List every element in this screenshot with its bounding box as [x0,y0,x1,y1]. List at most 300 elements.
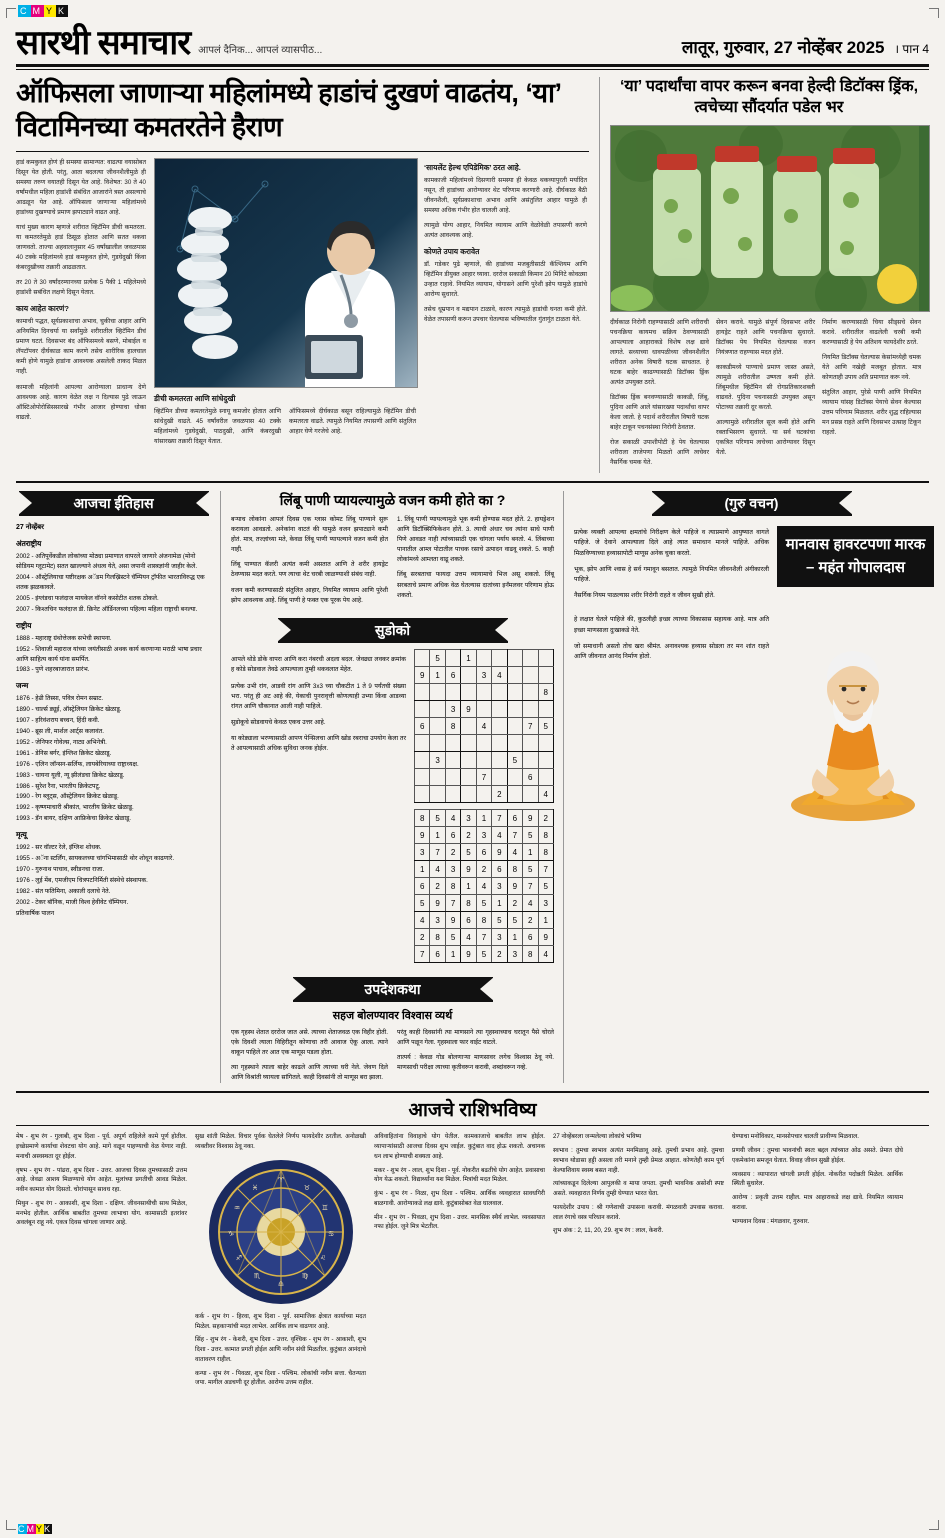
sudoku-cell[interactable] [492,718,507,735]
sudoku-cell[interactable] [461,752,476,769]
paragraph: निर्माण करण्यासाठी चिया सीड्सचे सेवन करावे. शरीरातील वाढलेली चरबी कमी करण्यासाठी हे पेय अतिशय फायदेशीर ठरते. [822,318,921,346]
sudoku-cell: 5 [523,827,538,844]
paragraph: रोज सकाळी उपाशीपोटी हे पेय घेतल्यास शरीराला ताजेपणा मिळतो आणि त्वचेवर नैसर्गिक चमक येते. [610,439,709,467]
sudoku-cell[interactable] [476,684,491,701]
svg-text:♈: ♈ [277,1175,284,1184]
lead-headline: ऑफिसला जाणाऱ्या महिलांमध्ये हाडांचं दुखणं वाढतंय, ‘या’ विटामिनच्या कमतरतेने हैराण [16,78,561,142]
section-rule [16,481,929,483]
sudoku-cell: 6 [476,844,491,861]
sudoku-cell: 6 [430,946,445,963]
sudoku-cell[interactable]: 6 [445,667,460,684]
svg-text:♓: ♓ [251,1183,258,1192]
divider [16,151,589,152]
sudoku-cell[interactable] [538,735,554,752]
crop-mark-top-right [929,8,939,18]
sudoku-cell[interactable]: 7 [476,769,491,786]
sudoku-cell: 5 [538,878,554,895]
sudoku-cell[interactable] [476,735,491,752]
sudoku-cell[interactable] [415,735,430,752]
history-item: 2002 - टेकर बॉनिक, माजी विश्व हेवीवेट चॅम्पियन. [16,898,129,906]
crop-mark-bottom-left [6,1520,16,1530]
sudoku-cell[interactable] [523,752,538,769]
sudoku-cell: 1 [523,844,538,861]
sudoku-cell[interactable]: 7 [523,718,538,735]
sudoku-cell: 3 [445,861,460,878]
sudoku-cell[interactable] [538,769,554,786]
sudoku-cell: 2 [415,929,430,946]
paragraph: तात्पर्य : केवळ गोड बोलणाऱ्या माणसावर लगेच विश्वास ठेवू नये. माणसाची परीक्षा त्याच्या कृतीवरून करावी, शब्दांवरून नव्हे. [397,1054,554,1072]
lemon-and-sudoku-column [231,491,564,1083]
paragraph: त्यांच्याकडून दिलेल्या आपुलकी व माया जपता. तुमची भावनिक असोशी स्पष्ट असते. व्यवहारात निर्णय तुम्ही घेण्यात भारत घेता. [553,1180,724,1198]
sudoku-cell[interactable] [523,667,538,684]
sudoku-cell: 2 [476,861,491,878]
svg-text:♊: ♊ [321,1203,328,1212]
birthday-forecast-title: 27 नोव्हेंबरला जन्मलेल्या लोकांचे भविष्य [553,1133,642,1141]
upadesh-body [231,1028,554,1083]
sudoku-cell[interactable]: 3 [445,701,460,718]
sudoku-cell: 5 [492,912,507,929]
sudoku-cell[interactable]: 5 [430,650,445,667]
sudoku-cell: 5 [476,895,491,912]
sudoku-cell: 8 [445,878,460,895]
history-item: 2005 - इंग्लंडचा फलंदाज मायकेल वॉनने कसोटीत शतक ठोकले. [16,594,159,602]
paragraph: हे लक्षात घेतले पाहिजे की, कुठलीही इच्छा त्याच्या विकासास सहायक आहे. मात्र अति इच्छा माणसाला दुःखाकडे नेते. [574,616,769,634]
middle-section [16,491,929,1083]
sudoku-cell: 1 [430,827,445,844]
sudoku-cell: 3 [461,810,476,827]
lead-subhead-3: ‘सायलेंट हेल्थ एपिडेमिक’ ठरत आहे. [424,162,521,172]
sudoku-cell: 1 [492,895,507,912]
paragraph: कुंभ - शुभ रंग - निळा, शुभ दिशा - पश्चिम. आर्थिक व्यवहारात सावधगिरी बाळगावी. आरोग्याकडे लक्ष द्यावे. कुटुंबासोबत वेळ घालवाल. [374,1190,545,1207]
sudoku-cell[interactable] [445,650,460,667]
sudoku-puzzle-grid[interactable] [414,649,554,803]
paragraph: प्रत्येक उभी रांग, आडवी रांग आणि 3x3 च्या चौकटीत 1 ते 9 पर्यंतची संख्या भरा. परंतु ही अट आहे की, येकाची पुनरावृत्ती कोणत्याही उभ्या किंवा आडव्या रांगत आणि चौकानात आली नाही पाहिजे. [231,682,406,710]
sudoku-cell: 8 [538,827,554,844]
sudoku-cell: 1 [476,810,491,827]
sudoku-cell: 8 [430,929,445,946]
paper-title: सारथी समाचार [16,24,191,62]
sudoku-cell[interactable]: 3 [430,752,445,769]
lead-subhead-1: काय आहेत कारणं? [16,304,69,314]
paragraph: अविवाहितांना विवाहाचे योग येतील. कामकाजाचे बाबतीत लाभ होईल. व्यापाऱ्यांसाठी आजचा दिवस शुभ जाईल. कुटुंबात वाद होऊ शकतो. अचानक धन लाभ होण्याची शक्यता आहे. [374,1133,545,1160]
sudoku-cell: 8 [507,861,522,878]
paragraph: कर्क - शुभ रंग - हिरवा, शुभ दिशा - पूर्व. सामाजिक क्षेत्रात कार्याच्या मदत मिळेल. सहकाऱ्यांची मदत लाभेल. आर्थिक लाभ वाढणार आहे. [195,1312,366,1330]
history-item: 1983 - पुणे शहरबाजारात प्रारंभ. [16,666,90,674]
sudoku-cell: 2 [507,895,522,912]
history-item: 1970 - गुरुनाथ पाचाव, स्वीडनचा राजा. [16,865,105,873]
sudoku-cell[interactable]: 4 [492,667,507,684]
sudoku-cell[interactable] [445,684,460,701]
sudoku-cell[interactable] [523,684,538,701]
side-story [599,77,928,473]
sudoku-cell[interactable]: 6 [415,718,430,735]
paragraph: प्रणयी जीवन : तुमचा भावनांची स्वतः बद्दल त्यांच्यात ओढ असते. प्रेमात दोघे एकमेकांना समजून घेतात. विवाह जीवन सुखी होईल. [732,1147,903,1164]
sudoku-cell[interactable] [507,684,522,701]
history-item: 1907 - हरिवंशराय बच्चन, हिंदी कवी. [16,717,100,725]
paragraph: काकडीमध्ये पाण्याचे प्रमाण जास्त असते, त्यामुळे शरीरातील उष्णता कमी होते. लिंबूमधील व्हिटॅमिन सी रोगप्रतिकारशक्ती वाढवते. पुदिना पचनासाठी उपयुक्त असून पोटाच्या तक्रारी दूर करतो. [716,363,815,411]
sudoku-cell: 7 [476,929,491,946]
history-item: 1993 - डॅन बायर, दक्षिण आफ्रिकेचा क्रिकेट खेळाडू. [16,815,131,823]
paragraph: व्यवसाय : व्यापारात चांगली प्रगती होईल. नोकरीत पदोन्नती मिळेल. आर्थिक स्थिती सुधारेल. [732,1170,903,1188]
sudoku-cell[interactable]: 5 [538,718,554,735]
svg-text:♉: ♉ [303,1183,310,1192]
sudoku-cell: 7 [538,861,554,878]
sudoku-cell: 3 [415,844,430,861]
sudoku-cell: 7 [507,827,522,844]
sudoku-cell[interactable] [538,650,554,667]
paragraph: घेण्याचा मनोविकार, मानसोपचार चालती प्रावीण्य मिळवाल. [732,1133,859,1141]
sudoku-cell[interactable] [507,701,522,718]
sudoku-cell: 2 [430,878,445,895]
sudoku-cell: 5 [507,912,522,929]
history-item: 1986 - सुरेश रैना, भारतीय क्रिकेटपटू. [16,782,101,790]
sudoku-cell[interactable] [523,650,538,667]
history-item: 1955 - अॅना स्टर्लिंग, सायकलच्या चांगभिमासाठी थोर शोधून काढणारे. [16,855,175,863]
sudoku-cell: 5 [476,946,491,963]
sudoku-cell: 8 [538,844,554,861]
sudoku-cell: 6 [492,861,507,878]
paragraph: ऑफिसमध्ये दीर्घकाळ बसून राहिल्यामुळे व्हिटॅमिन डीची कमतरता वाढते. त्यामुळे नियमित तपासणी आणि संतुलित आहार घेणे गरजेचे आहे. [289,407,416,435]
paragraph: याचं मुख्य कारण म्हणजे शरीरात व्हिटॅमिन डीची कमतरता. या कमतरतेमुळे हाडं ठिसूळ होतात आणि सतत थकवा जाणवतो. ताज्या अहवालानुसार 45 वर्षांखालील जवळपास 40 टक्के महिलांमध्ये हाडं कमकुवत होणे, गुडघेदुखी किंवा कंबरदुखीच्या तक्रारी आढळतात. [16,223,146,271]
sudoku-cell: 5 [430,810,445,827]
history-item: 1888 - महाराष्ट्र ग्रंथोत्तेजक सभेची स्थापना. [16,634,112,642]
paragraph: वृषभ - शुभ रंग - पांढरा, शुभ दिशा - उत्तर. आजचा दिवस तुमच्यासाठी उत्तम आहे. जेवढा आशय मिळण्याचे योग आहेत. मुलांच्या प्रगतीची आवड मिळेल. नवीन कामात योग दिसतो. चोरांपासून सावध रहा. [16,1166,187,1194]
crop-mark-bottom-right [929,1520,939,1530]
lead-subhead-2: डीची कमतरता आणि सांधेदुखी [154,393,236,403]
horoscope-title: आजचे राशिभविष्य [408,1100,537,1122]
sudoku-cell[interactable]: 4 [476,718,491,735]
sudoku-cell: 5 [461,844,476,861]
sudoku-cell: 6 [415,878,430,895]
paragraph: लिंबू पाण्यात कॅलरी अत्यंत कमी असतात आणि ते शरीर हायड्रेट ठेवण्यास मदत करते. पण त्याचा थेट चरबी जाळण्याशी संबंध नाही. [231,561,388,579]
sudoku-cell[interactable] [445,769,460,786]
lead-subhead-4: कोणते उपाय करावेत [424,246,480,256]
sudoku-cell[interactable]: 8 [445,718,460,735]
sudoku-cell[interactable] [415,752,430,769]
sudoku-cell: 2 [445,844,460,861]
zodiac-wheel-icon [207,1158,355,1306]
sudoku-cell[interactable] [476,786,491,803]
sudoku-cell[interactable] [461,667,476,684]
lead-photo [154,158,418,388]
paragraph: फायदेशीर उपाय : श्री गणेशाची उपासना करावी. मंगळवारी उपवास करावा. लाल रंगाचे वस्त्र परिधान करावे. [553,1203,724,1221]
sudoku-cell[interactable] [430,701,445,718]
sudoku-cell: 3 [492,929,507,946]
sudoku-cell[interactable] [492,769,507,786]
sudoku-cell: 6 [461,912,476,929]
sudoku-cell[interactable] [538,752,554,769]
lead-story [16,77,589,473]
paragraph: त्या गृहस्थाने त्याला बाहेर काढले आणि त्याच्या घरी नेले. जेवण दिले आणि विश्रांती घ्यायला सांगितले. काही दिवसांनी तो माणूस बरा झाला. [231,1064,388,1082]
history-banner: आजचा ईतिहास [19,491,209,516]
horoscope-columns [16,1132,929,1392]
sudoku-cell: 1 [538,912,554,929]
sudoku-cell: 9 [538,929,554,946]
sudoku-cell: 9 [415,827,430,844]
paragraph: डिटॉक्स ड्रिंक बनवण्यासाठी काकडी, लिंबू, पुदिना आणि आले यांसारख्या पदार्थांचा वापर केला जातो. हे पदार्थ शरीरातील विषारी घटक बाहेर टाकून पचनसंस्था निरोगी ठेवतात. [610,393,709,432]
cmyk-bar-top: C M Y K [20,6,67,16]
lemon-title: लिंबू पाणी प्यायल्यामुळे वजन कमी होते का ? [279,492,506,509]
sudoku-cell[interactable]: 3 [476,667,491,684]
paragraph: आपले थोडे डोके वापरा आणि करा नंबरची अदला बदल. जेवढ्या लवकर क्रमांक ह कोडे सोडवाल तेवढे आपल्याला तुम्ही थकवलात मेहेत. [231,656,406,674]
sudoku-cell[interactable] [430,735,445,752]
sudoku-cell[interactable] [445,735,460,752]
history-item: 1952 - शिवाजी महाराज यांच्या जयंतीसाठी अथक कार्य करणाऱ्या मराठी भाषा प्रचार आणि साहित्य कार्य यांना समर्पित. [16,645,202,663]
masthead [16,26,929,67]
paragraph: परंतु काही दिवसांनी त्या माणसाने त्या गृहस्थाच्याच घरातून पैसे चोरले आणि पळून गेला. गृहस्थाला फार वाईट वाटले. [397,1029,554,1047]
sudoku-cell[interactable] [492,701,507,718]
paragraph: जो समाधानी असतो तोच खरा श्रीमंत. अनावश्यक हव्यास सोडला तर मन शांत राहते आणि जीवनात आनंद निर्माण होतो. [574,642,769,660]
masthead-rule [16,69,929,70]
lucky-numbers: शुभ अंक : 2, 11, 20, 29. शुभ रंग : लाल, केशरी. [553,1227,664,1235]
sudoku-cell[interactable] [461,769,476,786]
sudoku-cell: 9 [461,946,476,963]
paragraph: डॉ. गडेकर पुढे म्हणाले, की हाडांच्या मजबुतीसाठी कॅल्शियम आणि व्हिटॅमिन डीयुक्त आहार घ्यावा. दररोज सकाळी किमान 20 मिनिटे कोवळ्या उन्हात राहावे. नियमित व्यायाम, योगासने आणि पुरेशी झोप यामुळे हाडांचे आरोग्य सुधारते. [424,261,587,299]
sudoku-cell: 4 [445,810,460,827]
sudoku-cell: 3 [476,827,491,844]
sudoku-cell[interactable]: 9 [461,701,476,718]
paragraph: मिथुन - शुभ रंग - आकाशी, शुभ दिशा - दक्षिण. जीवनसाथीची साथ मिळेल, मनभेद होतील. आर्थिक बाबतीत तुमच्या लाभाचा योग. कामासाठी इतरांवर अवलंबून राहू नये. एकत्र दिवस चांगला जाणार आहे. [16,1199,187,1227]
sudoku-cell[interactable] [445,786,460,803]
upadesh-banner: उपदेशकथा [293,977,493,1002]
history-group-births: जन्म [16,681,29,691]
horoscope-column-1 [16,1132,187,1392]
sudoku-cell: 7 [492,810,507,827]
sudoku-cell[interactable] [445,752,460,769]
sudoku-cell[interactable] [415,684,430,701]
paragraph: या कोड्याला भरण्यासाठी आपण पेन्सिलचा आणि खोड रबराचा उपयोग केला तर ते आपल्यासाठी अधिक सुविधा जनक होईल. [231,735,406,753]
svg-text:♑: ♑ [227,1229,234,1238]
sudoku-cell: 4 [538,946,554,963]
history-item: 1940 - ब्रूस ली, मार्शल आर्ट्स कलावंत. [16,727,104,735]
sudoku-cell[interactable] [507,786,522,803]
paragraph: कामाजी महिलांनी आपल्या आरोग्याला प्राधान्य देणे आवश्यक आहे. कारण वेळेत लक्ष न दिल्यास पुढे जाऊन ऑस्टिओपोरोसिससारखे गंभीर आजार होण्याचा धोका वाढतो. [16,383,146,421]
paragraph: लिंबू सरबताचा फायदा उत्तम व्यायामाचे भिज असू शकतो. लिंबू सरबताचे प्रमाण अधिक वेळ घेतल्यास दातांच्या इनॅमलवर परिणाम होऊ शकतो. [397,571,554,599]
sudoku-cell[interactable] [523,735,538,752]
history-item: 1890 - चार्ल्स ड्यूई, ऑस्ट्रेलियन क्रिकेट खेळाडू. [16,706,122,714]
sudoku-cell: 9 [507,878,522,895]
sudoku-cell[interactable] [507,650,522,667]
sudoku-cell[interactable] [523,701,538,718]
sudoku-cell: 2 [523,912,538,929]
sudoku-cell[interactable]: 8 [538,684,554,701]
sudoku-cell: 4 [507,844,522,861]
side-photo [610,125,930,312]
sudoku-cell[interactable] [538,701,554,718]
paragraph: तर 20 ते 30 वर्षांदरम्यानच्या प्रत्येक 5 पैकी 1 महिलेमध्ये हाडांशी सबंधित लक्षणे दिसून येतात. [16,279,146,297]
page-number: । पान 4 [894,42,929,56]
svg-text:♒: ♒ [233,1203,240,1212]
history-item: 1976 - एलिन जॉन्सन-सर्लिफ, लायबेरियाच्या राष्ट्राध्यक्ष. [16,760,139,768]
paragraph: मीन - शुभ रंग - पिवळा, शुभ दिशा - उत्तर. मानसिक स्थैर्य लाभेल. व्यवसायात नफा होईल. जुने मित्र भेटतील. [374,1213,545,1231]
sudoku-cell[interactable]: 5 [507,752,522,769]
sudoku-cell[interactable] [415,650,430,667]
paragraph: त्यामुळे योग्य आहार, नियमित व्यायाम आणि वेळोवेळी तपासणी करणे अत्यंत आवश्यक आहे. [424,221,587,239]
history-item: 1976 - लुई मेंब, एमजीएम चित्रपटनिर्मिती संस्थेचे संस्थापक. [16,876,148,884]
sudoku-banner: सुडोको [278,618,508,643]
paper-tagline: आपलं दैनिक... आपलं व्यासपीठ... [198,45,323,56]
sudoku-cell: 9 [492,844,507,861]
sudoku-cell: 6 [523,929,538,946]
sudoku-cell[interactable] [430,769,445,786]
sudoku-cell[interactable] [492,684,507,701]
sudoku-cell[interactable] [461,735,476,752]
sudoku-cell: 4 [430,861,445,878]
sudoku-cell: 4 [492,827,507,844]
sudoku-cell: 1 [461,878,476,895]
paragraph: हाडं कमकुवत होणं ही समस्या सामान्यत: वाढत्या वयासोबत दिसून येत होती. परंतु, आता बदलत्या जीवनशैलीमुळे ही समस्या तरुण वयातही दिसून येत आहे. विशेषत: 30 ते 40 वर्षांमधील महिला हाडांशी संबंधित आजारांने त्रस्त असल्याचे आढळून येत आहे. ऑफिसला जाणाऱ्या महिलांमध्ये हाडांच्या दुखण्याचे प्रमाण झपाट्याने वाढत आहे. [16,158,146,216]
svg-text:♌: ♌ [319,1253,326,1262]
side-column-3 [822,318,921,474]
sudoku-cell: 2 [492,946,507,963]
sudoku-cell[interactable]: 9 [415,667,430,684]
sudoku-cell[interactable] [492,735,507,752]
sudoku-cell[interactable]: 1 [430,667,445,684]
side-column-1 [610,318,709,474]
paragraph: मकर - शुभ रंग - लाल, शुभ दिशा - पूर्व. नोकरीत बढतीचे योग आहेत. प्रवासाचा योग येऊ शकतो. विद्यार्थ्यांना यश मिळेल. मित्रांची मदत मिळेल. [374,1166,545,1184]
paragraph: 1. लिंबू पाणी प्यायल्यामुळे भूक कमी होण्यास मदत होते. 2. हायड्रेशन आणि डिटॉक्सिफिकेशन होते. 3. त्याची अंधार चव त्यांना साधे पाणी पिणे आवडत नाही त्यांच्यासाठी एक चांगला पर्याय बनतो. 4. लिंबाच्या पानातील आम्ल पोटातील पाचक रसाचे उत्पादन वाढवू शकते. 5. काही लोकांमध्ये आम्लता वाढू शकते. [397,516,554,564]
sudoku-cell: 7 [523,878,538,895]
sudoku-cell[interactable] [492,650,507,667]
paragraph: कन्या - शुभ रंग - पिवळा, शुभ दिशा - पश्चिम. लोकांची नवीन सत्ता. चैतन्यता जपा. मागील अडचणी दूर होतील. आरोग्य उत्तम राहील. [195,1369,366,1387]
svg-text:♏: ♏ [253,1271,260,1280]
paragraph: एक गृहस्थ शेतात दररोज जात असे. त्याच्या शेताजवळ एक विहीर होती. एके दिवशी त्याला विहिरीतून कोणाचा तरी आवाज ऐकू आला. त्याने वाकून पाहिले तर आत एक माणूस पडला होता. [231,1029,388,1057]
cmyk-bar-bottom: CMYK [18,1524,53,1534]
svg-text:♋: ♋ [327,1229,334,1238]
paragraph: भूक, झोप आणि श्वास हे सर्व गमावून बसतात. त्यामुळे नियमित जीवनशैली अंगीकारली पाहिजे. [574,565,769,583]
sudoku-cell[interactable] [538,667,554,684]
paragraph: बऱ्याच लोकांना आपलं दिवस एक ग्लास कोमट लिंबू पाण्याने सुरू करायला आवडतो. अनेकांना वाटतं की यामुळे वजन झपाट्याने कमी होतं. मात्र, तज्ज्ञांच्या मते, केवळ लिंबू पाणी प्यायल्याने वजन कमी होत नाही. [231,516,388,554]
sudoku-cell: 3 [538,895,554,912]
side-headline: ‘या’ पदार्थांचा वापर करून बनवा हेल्दी डिटॉक्स ड्रिंक, त्वचेच्या सौंदर्यात पडेल भर [619,78,919,116]
paragraph: नियमित डिटॉक्स घेतल्यास केसांमध्येही चमक येते आणि नखेही मजबूत होतात. मात्र कोणताही उपाय अति प्रमाणात करू नये. [822,353,921,381]
guru-text-right [574,609,769,824]
guru-column [574,491,929,1083]
guru-banner: (गुरु वचन) [652,491,852,516]
horoscope-column-5 [732,1132,903,1392]
sudoku-cell[interactable] [415,786,430,803]
sudoku-cell: 3 [430,912,445,929]
sudoku-cell: 2 [538,810,554,827]
top-section [16,77,929,473]
paragraph: कामकाजी महिलांमध्ये दिसणारी समस्या ही केवळ थकव्यापुरती मर्यादित नसून, ती हाडांच्या आरोग्यावर थेट परिणाम करणारी आहे. दीर्घकाळ बैठी जीवनशैली, सूर्यप्रकाशाचा अभाव आणि असंतुलित आहार यामुळे ही समस्या अधिक गंभीर होत चालली आहे. [424,176,587,214]
sudoku-cell[interactable] [507,718,522,735]
sudoku-cell[interactable] [507,667,522,684]
paragraph: तसेच धूम्रपान व मद्यपान टाळावे, कारण त्यामुळे हाडांची घनता कमी होते. वेळेत तपासणी करून उपचार घेतल्यास भविष्यातील गुंतागुंत टाळता येते. [424,306,587,324]
sudoku-cell[interactable] [507,769,522,786]
paragraph: सेवन करावे. यामुळे संपूर्ण दिवसभर शरीर हायड्रेट राहते आणि पचनक्रिया सुधारते. डिटॉक्स पेय नियमित घेतल्यास वजन नियंत्रणात राहण्यास मदत होते. [716,318,815,356]
sudoku-cell[interactable] [507,735,522,752]
sudoku-cell[interactable] [430,786,445,803]
sudoku-cell: 1 [507,929,522,946]
sudoku-cell[interactable]: 6 [523,769,538,786]
sudoku-cell: 7 [415,946,430,963]
sudoku-cell[interactable]: 1 [461,650,476,667]
sudoku-cell: 9 [430,895,445,912]
paragraph: मेष - शुभ रंग - गुलाबी, शुभ दिशा - पूर्व. अपूर्ण राहिलेले कामे पूर्ण होतील. इच्छेप्रमाणे कार्याचा शेवटचा योग आहे. मागे वळून पाहण्याची वेळ येणार नाही. मनाची अस्वस्थता दूर होईल. [16,1133,187,1160]
sudoku-cell: 5 [445,929,460,946]
horoscope-column-2 [195,1132,366,1392]
sudoku-cell[interactable] [461,786,476,803]
sudoku-cell: 1 [415,861,430,878]
sudoku-cell[interactable] [430,718,445,735]
sudoku-cell[interactable]: 2 [492,786,507,803]
history-item: 1992 - सर वॉल्टर रेले, इंग्लिश शोधक. [16,844,102,852]
sudoku-cell[interactable] [492,752,507,769]
guru-text-left [574,522,769,607]
sudoku-cell[interactable] [461,684,476,701]
history-item: 1876 - हेन्री तिस्सा, पवित्र रोमन सम्राट. [16,695,104,703]
sudoku-cell: 8 [476,912,491,929]
sudoku-cell: 4 [476,878,491,895]
paragraph: आरोग्य : प्रकृती उत्तम राहील. मात्र आहाराकडे लक्ष द्यावे. नियमित व्यायाम करावा. [732,1194,903,1211]
sudoku-cell: 9 [523,810,538,827]
lead-column-2 [154,158,416,452]
history-item: 1992 - कृष्णमाचारी श्रीकांत, भारतीय क्रिकेट खेळाडू. [16,804,134,812]
history-item: 1990 - रेग ब्लूट्स, ऑस्ट्रेलियन क्रिकेट खेळाडू. [16,793,119,801]
sudoku-cell: 4 [523,895,538,912]
sudoku-cell: 6 [507,810,522,827]
paragraph: वजन कमी करण्यासाठी संतुलित आहार, नियमित व्यायाम आणि पुरेशी झोप आवश्यक आहे. लिंबू पाणी हे फक्त एक पूरक पेय आहे. [231,586,388,604]
history-item: 2002 - अतिपूर्वेकडील लोकांच्या मोठ्या प्रमाणात वापरले जाणारे अंजनामेळ (मोनो सोडियम ग्लूटामेट) सतत खाल्ल्याने अंधत्व येते, असा जपानी शास्त्रज्ञांनी जाहीर केले. [16,553,198,571]
sudoku-cell[interactable] [430,684,445,701]
paragraph: भाग्यवान दिवस : मंगळवार, गुरुवार. [732,1217,810,1225]
sudoku-cell[interactable] [461,718,476,735]
lead-column-1 [16,158,146,452]
sudoku-cell[interactable] [476,752,491,769]
sudoku-cell: 8 [415,810,430,827]
guru-quote-box: मानवास हावरटपणा मारक – महंत गोपालदास [777,526,934,587]
sudoku-cell[interactable]: 4 [538,786,554,803]
sudoku-cell[interactable] [415,769,430,786]
paragraph: स्वभाव : तुमचा स्वभाव अत्यंत मनमिळावू आहे. तुमची प्रभाव आहे. तुमचा स्वभाव थोडासा हट्टी असला तरी मनाने तुम्ही प्रेमळ आहात. कोणतेही काम पूर्ण केल्याशिवाय स्वस्थ बसत नाही. [553,1147,724,1174]
sudoku-cell: 7 [430,844,445,861]
svg-text:♍: ♍ [301,1271,308,1280]
history-list [16,522,211,918]
sudoku-cell: 9 [461,861,476,878]
sudoku-cell[interactable] [523,786,538,803]
history-group-international: अंतराष्ट्रीय [16,539,42,549]
lead-column-3 [424,158,587,452]
sudoku-cell: 9 [445,912,460,929]
sudoku-cell[interactable] [476,650,491,667]
horoscope-column-3 [374,1132,545,1392]
history-item: 1961 - डेनिस बर्गर, इंग्लिश क्रिकेट खेळाडू. [16,749,112,757]
history-item: 1983 - चायना यूली, न्यू झीलंडचा क्रिकेट खेळाडू. [16,771,125,779]
sudoku-cell: 8 [523,946,538,963]
sudoku-cell: 6 [445,827,460,844]
horoscope-column-4 [553,1132,724,1392]
history-item: 2004 - ऑस्ट्रेलियाचा यष्टीरक्षक अॅडम गिलख्रिस्टने चॅम्पियन ट्रॉफीत भारताविरुद्ध एक शतक झळकावले. [16,574,205,592]
sudoku-cell: 8 [461,895,476,912]
horoscope-header [16,1091,929,1126]
sudoku-cell[interactable] [476,701,491,718]
crop-mark-top-left [6,8,16,18]
history-column [16,491,221,1083]
history-date: 27 नोव्हेंबर [16,524,45,532]
sudoku-cell[interactable] [415,701,430,718]
paragraph: सिंह - शुभ रंग - केशरी, शुभ दिशा - उत्तर. वृश्चिक - शुभ रंग - आकाशी, शुभ दिशा - उत्तर. कामात प्रगती होईल आणि नवीन संधी मिळतील. कुटुंबात आनंदाचे वातावरण राहील. [195,1336,366,1363]
history-item: प्रतिवार्षिक पालन [16,909,55,917]
side-column-2 [716,318,815,474]
sudoku-cell: 1 [445,946,460,963]
sudoku-cell: 5 [523,861,538,878]
paragraph: व्हिटॅमिन डीच्या कमतरतेमुळे स्नायू कमजोर होतात आणि सांधेदुखी वाढते. 45 वर्षांवरील जवळपास 40 टक्के महिलांमध्ये गुडघेदुखी, पाठदुखी, आणि कंबरदुखी यांसारख्या तक्रारी दिसून येतात. [154,407,281,445]
paragraph: कामाची पद्धत, सूर्यप्रकाशाचा अभाव, चुकीचा आहार आणि अनियमित दिनचर्या या सर्वांमुळे शरीरातील व्हिटॅमिन डीचं प्रमाण घटतं. दिवसभर बंद ऑफिसमध्ये बसणे, मोबाईल व लॅपटॉपवर दीर्घकाळ काम करणे तसेच शारीरिक हालचाल कमी होणे यामुळे हाडांना आवश्यक असलेली ताकद मिळत नाही. [16,318,146,376]
paragraph: आल्यामुळे शरीरातील सूज कमी होते आणि रक्ताभिसरण सुधारते. या सर्व घटकांचा एकत्रित परिणाम त्वचेच्या आरोग्यावर दिसून येतो. [716,419,815,457]
paragraph: सुख शांती मिळेल. विचार पूर्वक घेतलेले निर्णय फायदेशीर ठरतील. अनोळखी व्यक्तीवर विश्वास ठेवू नका. [195,1133,366,1151]
paragraph: दीर्घकाळ निरोगी राहण्यासाठी आणि शरीराची पचनक्रिया कायमच सक्रिय ठेवण्यासाठी आपल्याला आहाराकडे विशेष लक्ष द्यावे लागते. सध्याच्या धावपळीच्या जीवनशैलीत शरीरात अनेक विषारी घटक साचतात. हे घटक बाहेर काढण्यासाठी डिटॉक्स ड्रिंक अत्यंत उपयुक्त ठरते. [610,318,709,386]
